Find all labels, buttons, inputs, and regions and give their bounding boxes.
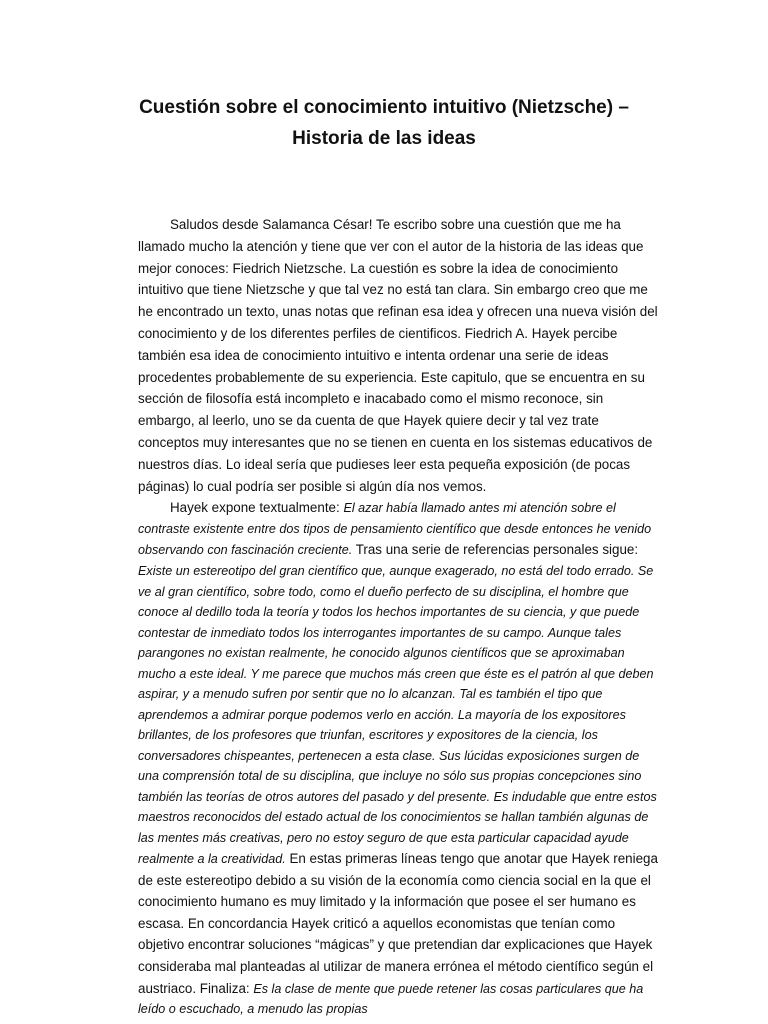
- paragraph-2: [138, 497, 658, 1019]
- paragraph-2-intro: Hayek expone textualmente:: [170, 500, 344, 516]
- title-line-1: Cuestión sobre el conocimiento intuitivo (Nietzsche) –: [139, 97, 629, 118]
- quote-1: El azar había llamado antes mi atención sobre el contraste existente entre dos tipos de pensamiento científico que desde entonces he venido observando con fascinación creciente.: [138, 501, 652, 558]
- document-body: [138, 214, 658, 1020]
- document-title: [100, 92, 668, 154]
- paragraph-2-commentary: En estas primeras líneas tengo que anotar que Hayek reniega de este estereotipo debido a su visión de la economía como ciencia social en la que el conocimiento humano es muy limitado y la información que posee el ser humano es escasa. En concordancia Hayek criticó a aquellos economistas que tenían como objetivo encontrar soluciones “mágicas” y que pretendian dar explicaciones que Hayek consideraba mal planteadas al utilizar de manera errónea el método científico según el austriaco. Finaliza:: [138, 851, 658, 996]
- quote-3: Es la clase de mente que puede retener las cosas particulares que ha leído o escuchado, a menudo las propias: [138, 981, 644, 1017]
- title-line-2: Historia de las ideas: [292, 128, 476, 149]
- paragraph-2-bridge: Tras una serie de referencias personales sigue:: [352, 542, 639, 558]
- quote-2: Existe un estereotipo del gran científico que, aunque exagerado, no está del todo errado. Se ve al gran científico, sobre todo, como el dueño perfecto de su disciplina, el hombre que conoce al dedillo toda la teoría y todos los hechos importantes de su ciencia, y que puede contestar de inmediato todos los interrogantes importantes de su campo. Aunque tales parangones no existan realmente, he conocido algunos científicos que se aproximaban mucho a este ideal. Y me parece que muchos más creen que éste es el patrón al que deben aspirar, y a menudo sufren por sentir que no lo alcanzan. Tal es también el tipo que aprendemos a admirar porque podemos verlo en acción. La mayoría de los expositores brillantes, de los profesores que triunfan, escritores y expositores de la ciencia, los conversadores chispeantes, pertenecen a esta clase. Sus lúcidas exposiciones surgen de una comprensión total de su disciplina, que incluye no sólo sus propias concepciones sino también las teorías de otros autores del pasado y del presente. Es indudable que entre estos maestros reconocidos del estado actual de los conocimientos se hallan también algunas de las mentes más creativas, pero no estoy seguro de que esta particular capacidad ayude realmente a la creatividad.: [138, 564, 657, 867]
- paragraph-1: Saludos desde Salamanca César! Te escribo sobre una cuestión que me ha llamado mucho la atención y tiene que ver con el autor de la historia de las ideas que mejor conoces: Fiedrich Nietzsche. La cuestión es sobre la idea de conocimiento intuitivo que tiene Nietzsche y que tal vez no está tan clara. Sin embargo creo que me he encontrado un texto, unas notas que refinan esa idea y ofrecen una nueva visión del conocimiento y de los diferentes perfiles de cientificos. Fiedrich A. Hayek percibe también esa idea de conocimiento intuitivo e intenta ordenar una serie de ideas procedentes probablemente de su experiencia. Este capitulo, que se encuentra en su sección de filosofía está incompleto e inacabado como el mismo reconoce, sin embargo, al leerlo, uno se da cuenta de que Hayek quiere decir y tal vez trate conceptos muy interesantes que no se tienen en cuenta en los sistemas educativos de nuestros días. Lo ideal sería que pudieses leer esta pequeña exposición (de pocas páginas) lo cual podría ser posible si algún día nos vemos.: [138, 217, 658, 494]
